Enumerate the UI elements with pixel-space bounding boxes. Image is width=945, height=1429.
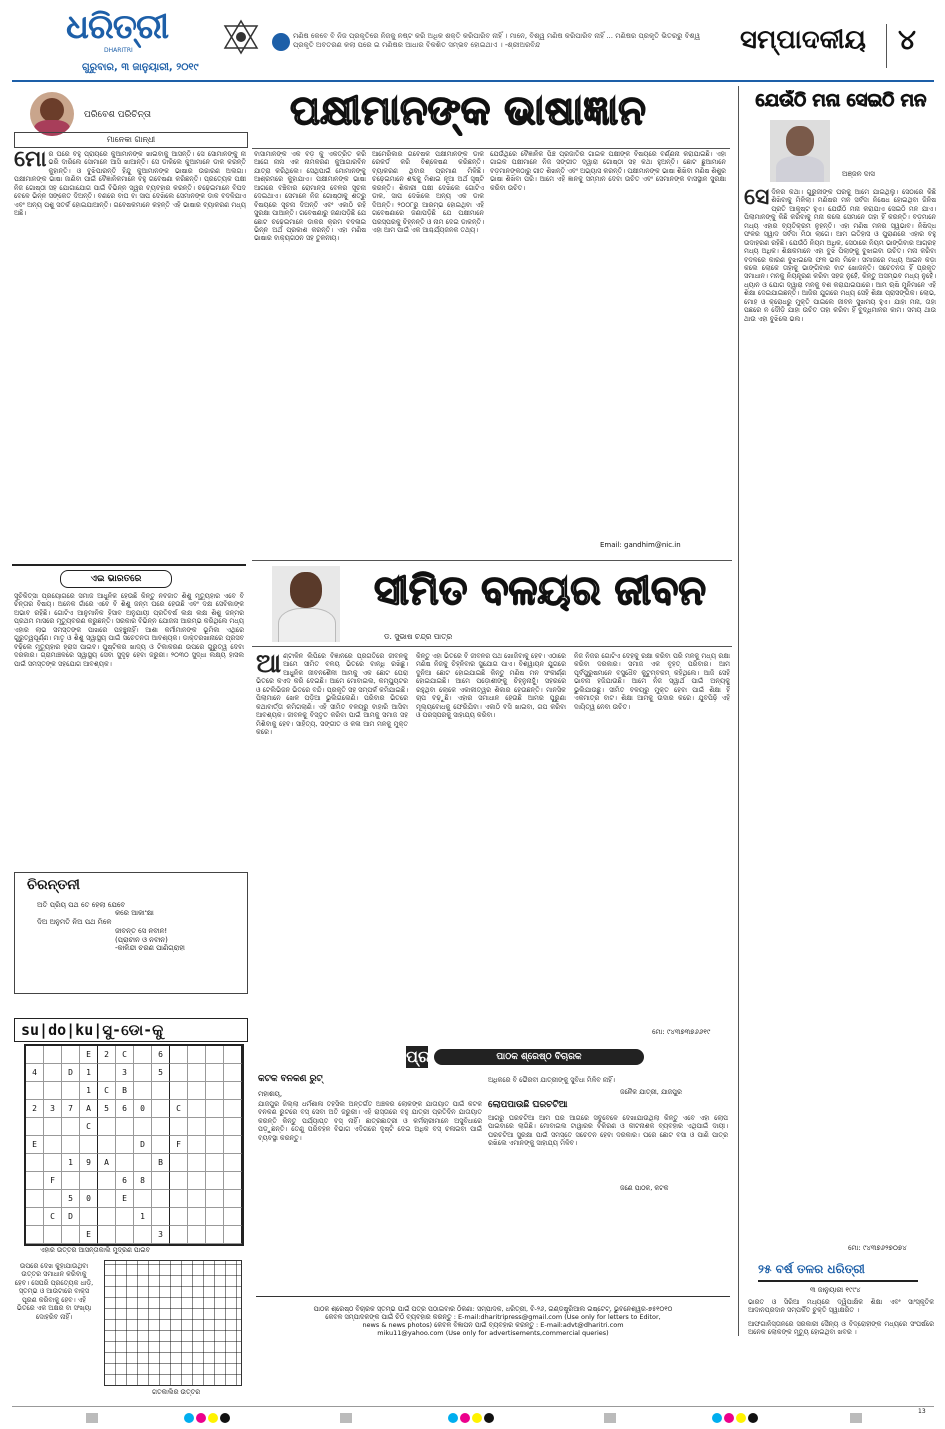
- anniversary-date: ୩ ଜାନୁୟାରୀ ୧୯୯୪: [810, 1286, 861, 1294]
- sudoku-cell[interactable]: [134, 1046, 152, 1064]
- sudoku-given: 3: [122, 1068, 127, 1077]
- sudoku-cell[interactable]: [44, 1154, 62, 1172]
- sudoku-cell[interactable]: [134, 1190, 152, 1208]
- sudoku-cell[interactable]: [188, 1046, 206, 1064]
- sudoku-cell[interactable]: [224, 1172, 242, 1190]
- sudoku-cell[interactable]: [170, 1190, 188, 1208]
- sudoku-given: 9: [86, 1158, 91, 1167]
- sudoku-cell[interactable]: [224, 1136, 242, 1154]
- sudoku-cell[interactable]: [80, 1136, 98, 1154]
- sudoku-cell[interactable]: [134, 1226, 152, 1244]
- sudoku-cell[interactable]: [170, 1082, 188, 1100]
- sudoku-cell[interactable]: [44, 1100, 62, 1118]
- sudoku-cell[interactable]: [206, 1082, 224, 1100]
- sudoku-given: D: [68, 1212, 73, 1221]
- lead-author-name: ମାନେକା ଗାନ୍ଧୀ: [106, 135, 156, 144]
- middle-col-1-text: ଣ୍ଟାଳିନ ଲିପିରେ ବିଜ୍ଞାନରେ ପ୍ରଗତିରେ ଜୀବନକୁ ଆମେ ସୀମିତ ବଳୟ ଭିତରେ ବାନ୍ଧି ରଖିଛୁ। ଆଧୁନିକ ଜୀବନଶୈଳୀ ଆମକୁ ଏକ ଛୋଟ ଘେରା ଭିତରେ କଏଦ କରି ଦେଇଛି। ଆମେ ମୋବାଇଲ, କମ୍ପ୍ୟୁଟର ଓ ଟେଲିଭିଜନ ଭିତରେ ବନ୍ଦି। ପ୍ରକୃତି ସହ ସମ୍ପର୍କ କମିଯାଇଛି। ପିଲାମାନେ ଖେଳ ପଡ଼ିଆ ଭୁଲିଗଲେଣି। ପରିବାର ଭିତରେ କଥାବାର୍ତ୍ତା କମିଗଲାଣି। ଏହି ସୀମିତ ବଳୟରୁ ବାହାରି ଆସିବା ଆବଶ୍ୟକ। ଜୀବନକୁ ବିସ୍ତୃତ କରିବା ପାଇଁ ଆମକୁ ସମାଜ ସହ ମିଶିବାକୁ ହେବ। ସାହିତ୍ୟ, ସଙ୍ଗୀତ ଓ କଳା ଆମ ମନକୁ ମୁକ୍ତ କରେ।: [256, 652, 408, 736]
- sudoku-cell[interactable]: [152, 1154, 170, 1172]
- sudoku-cell[interactable]: [206, 1046, 224, 1064]
- sudoku-cell[interactable]: [188, 1118, 206, 1136]
- sudoku-cell[interactable]: [224, 1082, 242, 1100]
- middle-top-rule: [252, 560, 732, 561]
- bottom-rule: [12, 1406, 934, 1407]
- sudoku-cell[interactable]: [62, 1226, 80, 1244]
- sudoku-cell[interactable]: [134, 1064, 152, 1082]
- sudoku-cell[interactable]: [170, 1046, 188, 1064]
- sudoku-prev-answer: [104, 1260, 242, 1386]
- sudoku-cell[interactable]: [26, 1118, 44, 1136]
- sudoku-given: E: [122, 1194, 127, 1203]
- sudoku-given: 4: [32, 1068, 37, 1077]
- masthead-quote: ମଣିଷ କେବେ ବି ନିଜ ପ୍ରକୃତିରେ ନିଜକୁ ନଷ୍ଟ କରି ଅଧିକ ଶକ୍ତି କରିପାରିବ ନାହିଁ । ମାନେ, ବିଶ୍ୱ ମଣିଷ କରିପାରିବ ନାହିଁ ... ମଣିଷର ପ୍ରକୃତି ଭିତରରୁ ବିଶ୍ୱ ପ୍ରକୃତି ଅବତରଣ କଲା ପରେ ଇ ମଣିଷର ଆଧାର ବିକଶିତ ସମ୍ଭବ ହୋଇଥାଏ । -ଶ୍ରୀଅରବିନ୍ଦ: [293, 32, 700, 50]
- sudoku-cell[interactable]: [62, 1208, 80, 1226]
- chirantani-box: [14, 872, 248, 994]
- sudoku-cell[interactable]: [206, 1064, 224, 1082]
- sudoku-given: C: [104, 1086, 109, 1095]
- sudoku-cell[interactable]: [116, 1118, 134, 1136]
- sudoku-how-to: ଉପରେ ଦେଖ କୁହାଯାଉଥିବା ଉତ୍ତର ସମାଧାନ କରିବାକୁ ହେବ। ସେପରି ପ୍ରତ୍ୟେକ ଧାଡ଼ି, ସ୍ତମ୍ଭ ଓ ଆଉଟାରେ ବାକ୍ସ ପୂରଣ କରିବାକୁ ହେବ। ଏହି ଭିତରେ ଏକ ଅକ୍ଷର ବା ସଂଖ୍ୟା ଦୋହରିବ ନାହିଁ।: [14, 1262, 94, 1321]
- sudoku-cell[interactable]: [134, 1208, 152, 1226]
- chirantani-line-3: ଦିଅ ଅନୁମତି ନିଅ ପଥ ମିଳେ: [37, 918, 112, 926]
- sudoku-given: C: [50, 1212, 55, 1221]
- chirantani-line-1: ଅତି ପ୍ରିୟ ପଥ ତେ ହେଲା ଯେବେ: [37, 900, 126, 909]
- sudoku-cell[interactable]: [98, 1226, 116, 1244]
- sudoku-given: F: [50, 1176, 55, 1185]
- anniversary-item-1: ଭାରତ ଓ ସିରିଆ ମଧ୍ୟରେ ଦ୍ୱିପାକ୍ଷିକ ଶିକ୍ଷା ଏବଂ ସାଂସ୍କୃତିକ ଆଦାନପ୍ରଦାନ ସମ୍ପର୍କିତ ଚୁକ୍ତି ସ୍ୱାକ୍ଷରିତ ।: [748, 1298, 934, 1315]
- sudoku-given: 1: [140, 1212, 145, 1221]
- sudoku-cell[interactable]: [62, 1082, 80, 1100]
- sudoku-given: E: [32, 1140, 37, 1149]
- sudoku-cell[interactable]: [62, 1172, 80, 1190]
- lead-col-4: ଯେଉଁଥିରେ ବୈଜ୍ଞାନିକ ପିଞ୍ଚ ପ୍ରଜାତିର ଗାଇକ ପକ୍ଷୀଙ୍କ ବିଷୟରେ ବର୍ଣ୍ଣନା କରାଯାଇଛି। ଏହା ଗାଇକ ପକ୍ଷୀମାନେ ନିଜ ସଙ୍ଗୀତ ଦ୍ୱାରା ଗୋଷ୍ଠୀ ସହ କଥା ହୁଅନ୍ତି। ଛୋଟ ଛୁଆମାନେ ବଡ଼ମାନଙ୍କଠାରୁ ଗୀତ ଶିଖନ୍ତି ଏବଂ ଅଭ୍ୟାସ କରନ୍ତି। ପକ୍ଷୀମାନଙ୍କ ଭାଷା ଶିଖିବା ମଣିଷ ଶିଶୁର ଭାଷା ଶିଖିବା ପରି। ଆମେ ଏହି ଜ୍ଞାନକୁ ସମ୍ମାନ ଦେବା ଉଚିତ ଏବଂ ସେମାନଙ୍କ ବାସସ୍ଥାନ ସୁରକ୍ଷା କରିବା ଉଚିତ।: [490, 150, 726, 192]
- footer-line-1: ପାଠକ ଶ୍ରେଷ୍ଠ ବିଚାରକ ସ୍ତମ୍ଭ ପାଇଁ ପତ୍ର ପଠାଇବାର ଠିକଣା: ସମ୍ପାଦକ, ଧରିତ୍ରୀ, ବି-୨୬, ଇଣ୍ଡଷ୍ଟ୍ରିଆଲ ଇଷ୍ଟେଟ୍, ଭୁବନେଶ୍ୱର-୭୫୧୦୧୦: [313, 1305, 673, 1313]
- sudoku-given: C: [86, 1122, 91, 1131]
- sudoku-cell[interactable]: [152, 1118, 170, 1136]
- sudoku-cell[interactable]: [116, 1064, 134, 1082]
- sudoku-cell[interactable]: [98, 1100, 116, 1118]
- sudoku-cell[interactable]: [206, 1154, 224, 1172]
- sudoku-cell[interactable]: [116, 1226, 134, 1244]
- letter2-title: ଲୋପପାଉଛି ଘରଚଟିଆ: [488, 1100, 568, 1110]
- sudoku-cell[interactable]: [26, 1046, 44, 1064]
- sudoku-given: D: [68, 1068, 73, 1077]
- india-text: ସୂଚିକିତ୍ସା ପ୍ରୟୋଗରେ ସମାଜ ଆଧୁନିକ ହେଉଛି କିନ୍ତୁ ନବଜାତ ଶିଶୁ ମୃତ୍ୟୁହାର ଏବେ ବି ଚିନ୍ତାର ବିଷୟ। ଅନେକ ଗାଁରେ ଏବେ ବି ଶିଶୁ ଜନ୍ମ ଘରେ ହେଉଛି ଏବଂ ଦକ୍ଷ ସେବିକାଙ୍କ ଅଭାବ ରହିଛି। ଗୋଟିଏ ଆନୁମାନିକ ହିସାବ ଅନୁଯାୟୀ ପ୍ରତିବର୍ଷ ଲକ୍ଷ ଲକ୍ଷ ଶିଶୁ ଜନ୍ମର ପ୍ରଥମ ମାସରେ ମୃତ୍ୟୁବରଣ କରୁଛନ୍ତି। ସରକାର ବିଭିନ୍ନ ଯୋଜନା ଆରମ୍ଭ କରିଥିଲେ ମଧ୍ୟ ଏହାର ଲାଭ ସମସ୍ତଙ୍କ ପାଖରେ ପହଞ୍ଚୁନାହିଁ। ଆଶା କର୍ମୀମାନଙ୍କ ଭୂମିକା ଏଥିରେ ଗୁରୁତ୍ୱପୂର୍ଣ୍ଣ। ମାତୃ ଓ ଶିଶୁ ସ୍ୱାସ୍ଥ୍ୟ ପାଇଁ ସଚେତନତା ଆବଶ୍ୟକ। ଡାକ୍ତରଖାନାରେ ପ୍ରସବ ବଢ଼ିଲେ ମୃତ୍ୟୁହାର ହ୍ରାସ ପାଇବ। ପୁଷ୍ଟିକର ଖାଦ୍ୟ ଓ ଟିକାକରଣ ଉପରେ ଗୁରୁତ୍ୱ ଦେବା ଦରକାର। ଗ୍ରାମାଞ୍ଚଳରେ ସ୍ୱାସ୍ଥ୍ୟ ସେବା ସୁଦୃଢ଼ ହେବା ଜରୁରୀ। ୨୦୩୦ ସୁଦ୍ଧା ଲକ୍ଷ୍ୟ ହାସଲ ପାଇଁ ସମସ୍ତଙ୍କ ସହଯୋଗ ଆବଶ୍ୟକ।: [14, 592, 244, 668]
- lead-col-1: [14, 150, 246, 555]
- chirantani-line-4: ଜୀବନ୍ତ ସେ ନବୀନ!: [115, 926, 168, 935]
- sudoku-cell[interactable]: [224, 1064, 242, 1082]
- sudoku-cell[interactable]: [170, 1118, 188, 1136]
- letter1-sign: ଅଧିକରେ ବି ଭୈରବୀ ଯାତ୍ରୀଙ୍କୁ ସୁବିଧା ମିଳିବ ନାହିଁ।: [488, 1076, 615, 1084]
- masthead-logo: ଧରିତ୍ରୀ: [66, 7, 169, 47]
- lead-author-photo: [30, 92, 74, 136]
- sudoku-cell[interactable]: [98, 1118, 116, 1136]
- sudoku-cell[interactable]: [188, 1082, 206, 1100]
- sudoku-given: 3: [50, 1104, 55, 1113]
- sudoku-given: 6: [122, 1176, 127, 1185]
- anniversary-banner: [758, 1262, 918, 1282]
- middle-author: ଡ. ସୁଭାଷ ଚନ୍ଦ୍ର ପାତ୍ର: [384, 632, 453, 641]
- sudoku-prev-caption: ଗତକାଲିର ଉତ୍ତର: [152, 1388, 201, 1396]
- letter1-title: କଟକ ବନକଣ ରୁଟ୍: [258, 1074, 323, 1084]
- sudoku-cell[interactable]: [98, 1136, 116, 1154]
- lead-col-1-text: ର ଘରେ ବହୁ ପ୍ରାୟରେ କୁଆମାନଙ୍କ ଖାଇବାକୁ ଆସନ୍ତି। ସେ ସୋମାନଙ୍କୁ ନା ଭରି ଦାରିଲେ ସୋମାନେ ଆସି ଖାଆନ୍ତି। ସେ ଡାକିଲେ କୁଆମାନେ ଡାକ କରନ୍ତି କୁହାନ୍ତି। ଓ ବୁଝିପାରନ୍ତି ହିନ୍ଦୁ କୁଆମାନଙ୍କ ଭାଷାର ଉଚ୍ଚାରଣ ଅଲଗା। ପକ୍ଷୀମାନଙ୍କ ଭାଷା ଜାଣିବା ପାଇଁ ବୈଜ୍ଞାନିକମାନେ ବହୁ ଗବେଷଣା କରିଛନ୍ତି। ପ୍ରତ୍ୟେକ ପକ୍ଷୀ ନିଜ ଗୋଷ୍ଠୀ ସହ ଯୋଗାଯୋଗ ପାଇଁ ବିଭିନ୍ନ ସ୍ୱର ବ୍ୟବହାର କରନ୍ତି। ଚଢ଼େଇମାନେ ବିପଦ ବେଳେ ଭିନ୍ନ ସଙ୍କେତ ଦିଅନ୍ତି। ବଣରେ ବାଘ ବା ସାପ ଦେଖିଲେ ସେମାନଙ୍କ ଡାକ ବଦଳିଯାଏ ଏବଂ ଅନ୍ୟ ପଶୁ ସତର୍କ ହୋଇଯାଆନ୍ତି। ଗବେଷକମାନେ କହନ୍ତି ଏହି ଭାଷାର ବ୍ୟାକରଣ ମଧ୍ୟ ଅଛି।: [14, 150, 246, 218]
- middle-author-rule: [252, 646, 732, 647]
- sudoku-given: 8: [140, 1176, 145, 1185]
- footer-line-4[interactable]: miku11@yahoo.com (Use only for advertisements,commercial queries): [377, 1329, 609, 1338]
- lead-col-2: ବାସାମାନଙ୍କ ଏକ ବଡ଼ କୁ ଏକତ୍ରିତ କରି ଆଗେ ନାନା ଏକ ନାମକରଣ କୁଆଗାରବିନ ଯାତ୍ରା କରିଥିଲେ। ସେଥିପାଇଁ ମୋମାନଙ୍କୁ ଆଶ୍ରମରେ କୁହାଯାଏ। ପକ୍ଷୀମାନଙ୍କ ଭାଷା ଆଗରେ ବଞ୍ଚିବାର ରୋମାନ୍ସ ବେଳର ସୂଚନା ଦେଇଥାଏ। ସେମାନେ ନିଜ ଗୋଷ୍ଠୀକୁ ଶତ୍ରୁ ବିଷୟରେ ସୂଚନା ଦିଅନ୍ତି ଏବଂ ଏକାଠି ରହି ସୁରକ୍ଷା ପାଆନ୍ତି। ଗବେଷଣାରୁ ଜଣାପଡ଼ିଛି ଯେ ଛୋଟ ଚଢ଼େଇମାନେ ଡାକର କ୍ରମ ବଦଳାଇ ଭିନ୍ନ ଅର୍ଥ ପ୍ରକାଶ କରନ୍ତି। ଏହା ମଣିଷ ଭାଷାର ବାକ୍ୟଗଠନ ସହ ତୁଳନୀୟ।: [254, 150, 366, 243]
- right-author-photo: [770, 120, 830, 182]
- sudoku-cell[interactable]: [224, 1190, 242, 1208]
- sudoku-given: D: [140, 1140, 145, 1149]
- sudoku-cell[interactable]: [170, 1154, 188, 1172]
- sudoku-cell[interactable]: [152, 1190, 170, 1208]
- sudoku-cell[interactable]: [206, 1172, 224, 1190]
- sudoku-cell[interactable]: [152, 1226, 170, 1244]
- sudoku-cell[interactable]: [98, 1082, 116, 1100]
- sudoku-cell[interactable]: [116, 1046, 134, 1064]
- india-title-box: [60, 570, 172, 588]
- lead-author: [14, 132, 248, 148]
- india-title: ଏଇ ଭାରତରେ: [90, 574, 142, 584]
- sudoku-cell[interactable]: [116, 1172, 134, 1190]
- sudoku-cell[interactable]: [98, 1208, 116, 1226]
- sudoku-cell[interactable]: [224, 1154, 242, 1172]
- sudoku-cell[interactable]: [170, 1100, 188, 1118]
- sudoku-cell[interactable]: [62, 1190, 80, 1208]
- sudoku-cell[interactable]: [26, 1190, 44, 1208]
- sudoku-cell[interactable]: [26, 1082, 44, 1100]
- right-author: ଅଞ୍ଜନ ଦାସ: [842, 170, 875, 178]
- sudoku-cell[interactable]: [26, 1136, 44, 1154]
- sudoku-cell[interactable]: [44, 1046, 62, 1064]
- sudoku-given: 2: [104, 1050, 109, 1059]
- right-dropcap: ସେ: [744, 188, 770, 210]
- sudoku-cell[interactable]: [98, 1154, 116, 1172]
- readers-title: ପାଠକ ଶ୍ରେଷ୍ଠ ବିଚାରକ: [496, 1052, 582, 1062]
- sun-logo-icon: [272, 33, 290, 51]
- sudoku-cell[interactable]: [134, 1136, 152, 1154]
- page-number: ୪: [898, 23, 916, 56]
- lead-email[interactable]: Email: gandhim@nic.in: [600, 541, 681, 549]
- sudoku-cell[interactable]: [62, 1118, 80, 1136]
- sudoku-given: E: [86, 1230, 91, 1239]
- india-top-rule: [12, 564, 246, 566]
- sudoku-cell[interactable]: [44, 1226, 62, 1244]
- sudoku-cell[interactable]: [152, 1046, 170, 1064]
- sudoku-given: B: [158, 1158, 163, 1167]
- sudoku-given: 5: [68, 1194, 73, 1203]
- sudoku-cell[interactable]: [98, 1064, 116, 1082]
- sudoku-given: B: [122, 1086, 127, 1095]
- readers-logo-icon: ପ୍ର: [406, 1047, 431, 1066]
- sudoku-cell[interactable]: [152, 1172, 170, 1190]
- sudoku-cell[interactable]: [80, 1208, 98, 1226]
- sudoku-cell[interactable]: [188, 1226, 206, 1244]
- sudoku-given: 6: [122, 1104, 127, 1113]
- sudoku-cell[interactable]: [62, 1100, 80, 1118]
- masthead-date: ଗୁରୁବାର, ୩ ଜାନୁୟାରୀ, ୨୦୧୯: [82, 62, 199, 73]
- sudoku-given: 7: [68, 1104, 73, 1113]
- sudoku-cell[interactable]: [98, 1046, 116, 1064]
- middle-col-2: କିନ୍ତୁ ଏହା ଭିତରେ ବି ଜୀବନର ପଥ ଖୋଜିବାକୁ ହେବ। ଏଠାରେ ମଣିଷ ନିଜକୁ ଚିହ୍ନିବାର ସୁଯୋଗ ପାଏ। ବିଶ୍ୱାୟନ ଯୁଗରେ ଦୁନିଆ ଛୋଟ ହୋଇଯାଇଛି କିନ୍ତୁ ମଣିଷ ମନ ସଂକୀର୍ଣ୍ଣ ହୋଇଯାଇଛି। ଆମେ ପଡ଼ୋଶୀଙ୍କୁ ଚିହ୍ନୁନାହୁଁ। ସହରରେ ରହୁଥିବା ଲୋକେ ଏକାକୀତ୍ୱର ଶିକାର ହେଉଛନ୍ତି। ମାନସିକ ଚାପ ବଢ଼ୁଛି। ଏହାର ସମାଧାନ ହେଉଛି ଆମର ପୁରୁଣା ମୂଲ୍ୟବୋଧକୁ ଫେରିଯିବା। ଏକାଠି ବସି ଖାଇବା, ଗପ କରିବା ଓ ପରସ୍ପରକୁ ସାହାଯ୍ୟ କରିବା।: [416, 652, 566, 720]
- sudoku-cell[interactable]: [134, 1154, 152, 1172]
- sudoku-cell[interactable]: [170, 1208, 188, 1226]
- sudoku-title: [14, 1018, 248, 1042]
- right-col-text: ଦିନର କଥା। ଗୁରୁଜୀଙ୍କ ଘରକୁ ଆମେ ଯାଇଥିଲୁ। ସେଠାରେ କିଛି ଶିଖିବାକୁ ମିଳିଲା। ମଣିଷର ମନ ସର୍ବଦା ନିଷେଧ ହୋଇଥିବା ଜିନିଷ ପ୍ରତି ଆକୃଷ୍ଟ ହୁଏ। ଯେଉଁଠି ମନା କରାଯାଏ ସେଇଠି ମନ ଯାଏ। ପିଲାମାନଙ୍କୁ କିଛି କରିବାକୁ ମନା କଲେ ସେମାନେ ତାହା ହିଁ କରନ୍ତି। ବଡ଼ମାନେ ମଧ୍ୟ ଏହାର ବ୍ୟତିକ୍ରମ ନୁହନ୍ତି। ଏହା ମଣିଷ ମନର ସ୍ୱଭାବ। ନିଷିଦ୍ଧ ଫଳର ସ୍ୱାଦ ସର୍ବଦା ମିଠା ଲାଗେ। ଆମ ଇତିହାସ ଓ ପୁରାଣରେ ଏହାର ବହୁ ଉଦାହରଣ ରହିଛି। ଯେଉଁଠି ନିୟମ ଅଧିକ, ସେଠାରେ ନିୟମ ଭାଙ୍ଗିବାର ଆଗ୍ରହ ମଧ୍ୟ ଅଧିକ। ଶିକ୍ଷକମାନେ ଏହା ବୁଝି ପିଲାଙ୍କୁ ବୁଝାଇବା ଉଚିତ। ମନା କରିବା ବଦଳରେ କାରଣ ବୁଝାଇଲେ ଫଳ ଭଲ ମିଳେ। ସମାଜରେ ମଧ୍ୟ ଆଇନ କଡ଼ା କଲେ ଲୋକେ ତାହାକୁ ଭାଙ୍ଗିବାର ବାଟ ଖୋଜନ୍ତି। ସଚେତନତା ହିଁ ପ୍ରକୃତ ସମାଧାନ। ମନକୁ ନିୟନ୍ତ୍ରଣ କରିବା ସହଜ ନୁହେଁ, କିନ୍ତୁ ଅସମ୍ଭବ ମଧ୍ୟ ନୁହେଁ। ଧ୍ୟାନ ଓ ଯୋଗ ଦ୍ୱାରା ମନକୁ ବଶ କରାଯାଇପାରେ। ଆମ ଋଷି ମୁନିମାନେ ଏହି ଶିକ୍ଷା ଦେଇଯାଇଛନ୍ତି। ଆଜିର ଯୁଗରେ ମଧ୍ୟ ସେହି ଶିକ୍ଷା ପ୍ରାସଙ୍ଗିକ। ଲୋଭ, ମୋହ ଓ କ୍ରୋଧରୁ ମୁକ୍ତି ପାଇଲେ ଜୀବନ ସୁଖମୟ ହୁଏ। ଯାହା ମନା, ତାହା ପଛରେ ନ ଦୌଡ଼ି ଯାହା ଉଚିତ ତାହା କରିବା ହିଁ ବୁଦ୍ଧିମାନର କାମ। ସମୟ ଥାଉ ଥାଉ ଏହା ବୁଝିଲେ ଭଲ।: [744, 188, 936, 323]
- right-col-body: [744, 188, 936, 940]
- sudoku-given: 0: [140, 1104, 145, 1113]
- lead-col-3: ଆମେରିକାର ଗବେଷକ ପକ୍ଷୀମାନଙ୍କ ଡାକ ରେକର୍ଡ କରି ବିଶ୍ଳେଷଣ କରିଛନ୍ତି। ବ୍ୟାକରଣ ଥିବାର ପ୍ରମାଣ ମିଳିଛି। ଚଢ଼େଇମାନେ ଶବ୍ଦକୁ ମିଶାଇ ନୂଆ ଅର୍ଥ ସୃଷ୍ଟି କରନ୍ତି। ଶିକାରୀ ପକ୍ଷୀ ଦେଖିଲେ ଗୋଟିଏ ଡାକ, ସାପ ଦେଖିଲେ ଅନ୍ୟ ଏକ ଡାକ ଦିଅନ୍ତି। ୨୦୦୮ରୁ ଆରମ୍ଭ ହୋଇଥିବା ଏହି ଗବେଷଣାରେ ଜଣାପଡ଼ିଛି ଯେ ପକ୍ଷୀମାନେ ପରସ୍ପରକୁ ଚିହ୍ନନ୍ତି ଓ ନାମ ଦେଇ ଡାକନ୍ତି। ଏହା ଆମ ପାଇଁ ଏକ ଆଶ୍ଚର୍ଯ୍ୟଜନକ ତଥ୍ୟ।: [372, 150, 484, 234]
- sudoku-cell[interactable]: [44, 1190, 62, 1208]
- sudoku-given: 2: [32, 1104, 37, 1113]
- sudoku-cell[interactable]: [206, 1190, 224, 1208]
- sudoku-caption: ଏହାର ଉତ୍ତର ଆସନ୍ତାକାଲି ମୁଦ୍ରଣ ପାଇବ: [40, 1246, 151, 1254]
- sudoku-cell[interactable]: [188, 1172, 206, 1190]
- sudoku-cell[interactable]: [170, 1226, 188, 1244]
- sudoku-cell[interactable]: [26, 1172, 44, 1190]
- masthead: [0, 0, 945, 82]
- right-headline: ଯେଉଁଠି ମନା ସେଇଠି ମନ: [755, 90, 927, 111]
- anniversary-item-2: ଆଫଗାନିସ୍ତାନରେ ସରକାରୀ ସୈନ୍ୟ ଓ ବିଦ୍ରୋହୀଙ୍କ ମଧ୍ୟରେ ସଂଘର୍ଷରେ ଅନେକ ଲୋକଙ୍କ ମୃତ୍ୟୁ ହୋଇଥିବା ଖବର ।: [748, 1320, 934, 1337]
- middle-phone: ମୋ: ୯୪୩୭୩୭୬୬୧୯: [652, 1028, 711, 1036]
- sudoku-cell[interactable]: [134, 1172, 152, 1190]
- sudoku-cell[interactable]: [44, 1136, 62, 1154]
- lead-headline: ପକ୍ଷୀମାନଙ୍କ ଭାଷାଜ୍ଞାନ: [290, 87, 646, 134]
- sudoku-cell[interactable]: [26, 1154, 44, 1172]
- readers-banner: [406, 1046, 656, 1068]
- sudoku-cell[interactable]: [206, 1100, 224, 1118]
- sudoku-cell[interactable]: [206, 1136, 224, 1154]
- middle-col-3: ନିଜ ନିଜର ଗୋଟିଏ ଦେହକୁ ରକ୍ଷା କରିବା ପରି ମନକୁ ମଧ୍ୟ ରକ୍ଷା କରିବା ଦରକାର। ସମାଜ ଏକ ବୃହତ୍ ପରିବାର। ଆମ ପୂର୍ବପୁରୁଷମାନେ ବସୁଧୈବ କୁଟୁମ୍ବକମ୍ କହିଥିଲେ। ଆଜି ସେହି ଭାବନା ହଜିଯାଉଛି। ଆମେ ନିଜ ସ୍ୱାର୍ଥ ପାଇଁ ଅନ୍ୟକୁ ଭୁଲିଯାଉଛୁ। ସୀମିତ ବଳୟରୁ ମୁକ୍ତ ହେବା ପାଇଁ ଶିକ୍ଷା ହିଁ ଏକମାତ୍ର ବାଟ। ଶିକ୍ଷା ଆମକୁ ଉଦାର କରେ। ଯୁବପିଢ଼ି ଏହି ଦାୟିତ୍ୱ ନେବା ଉଚିତ।: [574, 652, 730, 711]
- sudoku-cell[interactable]: [170, 1172, 188, 1190]
- sudoku-cell[interactable]: [152, 1100, 170, 1118]
- sudoku-cell[interactable]: [116, 1082, 134, 1100]
- right-col-divider: [738, 86, 739, 1336]
- sudoku-cell[interactable]: [134, 1118, 152, 1136]
- sudoku-cell[interactable]: [188, 1208, 206, 1226]
- sudoku-cell[interactable]: [152, 1082, 170, 1100]
- sudoku-cell[interactable]: [152, 1064, 170, 1082]
- sudoku-cell[interactable]: [80, 1082, 98, 1100]
- sudoku-given: 3: [158, 1230, 163, 1239]
- sudoku-cell[interactable]: [80, 1154, 98, 1172]
- sudoku-cell[interactable]: [44, 1118, 62, 1136]
- sudoku-given: 1: [68, 1158, 73, 1167]
- masthead-logo-sub: DHARITRI: [104, 47, 133, 54]
- letter1-salute: ମହାଶୟ,: [258, 1090, 283, 1098]
- sudoku-grid: [24, 1044, 244, 1246]
- sudoku-cell[interactable]: [44, 1208, 62, 1226]
- sudoku-given: C: [176, 1104, 181, 1113]
- letter2-author: ଜଣେ ପାଠକ, କଟକ: [620, 1184, 669, 1192]
- sudoku-given: A: [104, 1158, 109, 1167]
- sudoku-cell[interactable]: [188, 1154, 206, 1172]
- lead-dropcap: ମୋ: [14, 150, 47, 172]
- section-divider: [886, 24, 887, 68]
- sudoku-given: 0: [86, 1194, 91, 1203]
- sudoku-cell[interactable]: [98, 1190, 116, 1208]
- sudoku-given: E: [86, 1050, 91, 1059]
- sudoku-cell[interactable]: [26, 1226, 44, 1244]
- sudoku-cell[interactable]: [224, 1046, 242, 1064]
- letter1-text: ଯାଜପୁର ଜିଲ୍ଲା ଧର୍ମଶାଳା ତହସିଲ ଅନ୍ତର୍ଗତ ଅଞ୍ଚଳର ଲୋକଙ୍କ ଯାତାୟାତ ପାଇଁ କଟକ ବନକଣ ରୁଟରେ ବସ୍ ସେବା ଅତି ଜରୁରୀ। ଏହି ରାସ୍ତାରେ ବହୁ ଯାତ୍ରୀ ପ୍ରତିଦିନ ଯାତାୟାତ କରନ୍ତି କିନ୍ତୁ ପର୍ଯ୍ୟାପ୍ତ ବସ୍ ନାହିଁ। ଛାତ୍ରଛାତ୍ରୀ ଓ କର୍ମଚାରୀମାନେ ଅସୁବିଧାରେ ପଡ଼ୁଛନ୍ତି। ତେଣୁ ପରିବହନ ବିଭାଗ ଏଦିଗରେ ଦୃଷ୍ଟି ଦେଇ ଅଧିକ ବସ୍ ଚଳାଇବା ପାଇଁ ବ୍ୟବସ୍ଥା କରନ୍ତୁ।: [258, 1100, 482, 1142]
- right-phone: ମୋ: ୯୪୩୭୬୨୭୦୭୪: [848, 1244, 907, 1252]
- sudoku-given: C: [122, 1050, 127, 1059]
- sudoku-given: 5: [158, 1068, 163, 1077]
- sudoku-given: 1: [86, 1086, 91, 1095]
- chirantani-title: ଚିରନ୍ତନୀ: [27, 877, 80, 893]
- footer-line-2[interactable]: କେବଳ ସମ୍ପାଦକଙ୍କ ପାଇଁ ଚିଠି ବ୍ୟବହାର କରନ୍ତୁ : E-mail:dharitripress@gmail.com (Use only for letters to Editor,: [325, 1313, 661, 1322]
- sudoku-cell[interactable]: [188, 1100, 206, 1118]
- sudoku-cell[interactable]: [62, 1136, 80, 1154]
- sudoku-cell[interactable]: [44, 1082, 62, 1100]
- sudoku-cell[interactable]: [188, 1190, 206, 1208]
- sudoku-cell[interactable]: [206, 1208, 224, 1226]
- chirantani-line-2: କରେ ଆକାଂକ୍ଷା: [115, 909, 154, 918]
- sudoku-cell[interactable]: [26, 1064, 44, 1082]
- footer-line-3[interactable]: news & news photos) କେବଳ ବିଜ୍ଞାପନ ପାଇଁ ବ୍ୟବହାର କରନ୍ତୁ : E-mail:advt@dharitri.com: [362, 1321, 624, 1330]
- footer-box: [256, 1296, 730, 1361]
- letter2-text: ଆଗରୁ ଘରଚଟିଆ ଆମ ଘର ଆଗରେ ସବୁବେଳେ ଦେଖାଯାଉଥିଲା କିନ୍ତୁ ଏବେ ଏହା ଲୋପ ପାଇବାରେ ଲାଗିଛି। ମୋବାଇଲ ଟାୱାରର ବିକିରଣ ଓ କୀଟନାଶକ ବ୍ୟବହାର ଏଥିପାଇଁ ଦାୟୀ। ଘରଚଟିଆ ସୁରକ୍ଷା ପାଇଁ ସମସ୍ତେ ସଚେତନ ହେବା ଦରକାର। ଘରେ ଛୋଟ ବସା ଓ ପାଣି ପାତ୍ର ରଖିଲେ ଏମାନଙ୍କୁ ସାହାଯ୍ୟ ମିଳିବ।: [488, 1114, 728, 1148]
- sudoku-cell[interactable]: [62, 1046, 80, 1064]
- sudoku-cell[interactable]: [224, 1118, 242, 1136]
- masthead-rule: [12, 80, 934, 82]
- middle-author-photo: [272, 566, 340, 642]
- sudoku-cell[interactable]: [62, 1064, 80, 1082]
- sudoku-title-text: su|do|ku|ସୁ-ଡୋ-କୁ: [21, 1021, 164, 1039]
- sudoku-cell[interactable]: [224, 1226, 242, 1244]
- sudoku-cell[interactable]: [26, 1100, 44, 1118]
- sudoku-given: A: [86, 1104, 91, 1113]
- column-label: ପରିବେଶ ପରିଚିନ୍ତା: [84, 110, 152, 120]
- chirantani-line-5: (ପ୍ରାଚୀନ ଓ ନବୀନ): [115, 935, 168, 944]
- section-title: ସମ୍ପାଦକୀୟ: [740, 25, 866, 55]
- lead-headline-rule: [252, 148, 730, 149]
- sudoku-cell[interactable]: [206, 1226, 224, 1244]
- sudoku-cell[interactable]: [80, 1172, 98, 1190]
- sudoku-given: 5: [104, 1104, 109, 1113]
- sudoku-cell[interactable]: [80, 1046, 98, 1064]
- sudoku-given: F: [176, 1140, 181, 1149]
- sudoku-cell[interactable]: [152, 1208, 170, 1226]
- sudoku-cell[interactable]: [116, 1100, 134, 1118]
- sudoku-cell[interactable]: [224, 1208, 242, 1226]
- middle-col-1: [256, 652, 408, 1042]
- sudoku-cell[interactable]: [44, 1064, 62, 1082]
- sudoku-cell[interactable]: [80, 1118, 98, 1136]
- chirantani-line-6: -କାଳିନ୍ଦୀ ଚରଣ ପାଣିଗ୍ରାହୀ: [115, 944, 185, 953]
- sudoku-cell[interactable]: [116, 1208, 134, 1226]
- middle-dropcap: ଆ: [256, 652, 282, 679]
- sudoku-cell[interactable]: [80, 1226, 98, 1244]
- sudoku-cell[interactable]: [224, 1100, 242, 1118]
- middle-headline: ସୀମିତ ବଳୟର ଜୀବନ: [374, 567, 706, 614]
- sudoku-cell[interactable]: [206, 1118, 224, 1136]
- footer-page-num: 13: [918, 1408, 926, 1415]
- sudoku-cell[interactable]: [26, 1208, 44, 1226]
- sudoku-given: 6: [158, 1050, 163, 1059]
- sudoku-cell[interactable]: [98, 1172, 116, 1190]
- sudoku-cell[interactable]: [80, 1064, 98, 1082]
- anniversary-label: ୨୫ ବର୍ଷ ତଳର ଧରିତ୍ରୀ: [758, 1262, 865, 1276]
- sudoku-cell[interactable]: [170, 1136, 188, 1154]
- sudoku-cell[interactable]: [170, 1064, 188, 1082]
- sudoku-cell[interactable]: [188, 1136, 206, 1154]
- sudoku-cell[interactable]: [80, 1190, 98, 1208]
- sudoku-cell[interactable]: [80, 1100, 98, 1118]
- sudoku-cell[interactable]: [44, 1172, 62, 1190]
- sudoku-cell[interactable]: [152, 1136, 170, 1154]
- sudoku-cell[interactable]: [116, 1190, 134, 1208]
- sudoku-cell[interactable]: [116, 1154, 134, 1172]
- sudoku-given: 1: [86, 1068, 91, 1077]
- letter1-author: ଜନୈକ ଯାତ୍ରୀ, ଯାଜପୁର: [620, 1088, 682, 1096]
- sudoku-cell[interactable]: [134, 1100, 152, 1118]
- sudoku-cell[interactable]: [116, 1136, 134, 1154]
- emblem-icon: [222, 18, 260, 56]
- sudoku-cell[interactable]: [62, 1154, 80, 1172]
- sudoku-cell[interactable]: [188, 1064, 206, 1082]
- sudoku-cell[interactable]: [134, 1082, 152, 1100]
